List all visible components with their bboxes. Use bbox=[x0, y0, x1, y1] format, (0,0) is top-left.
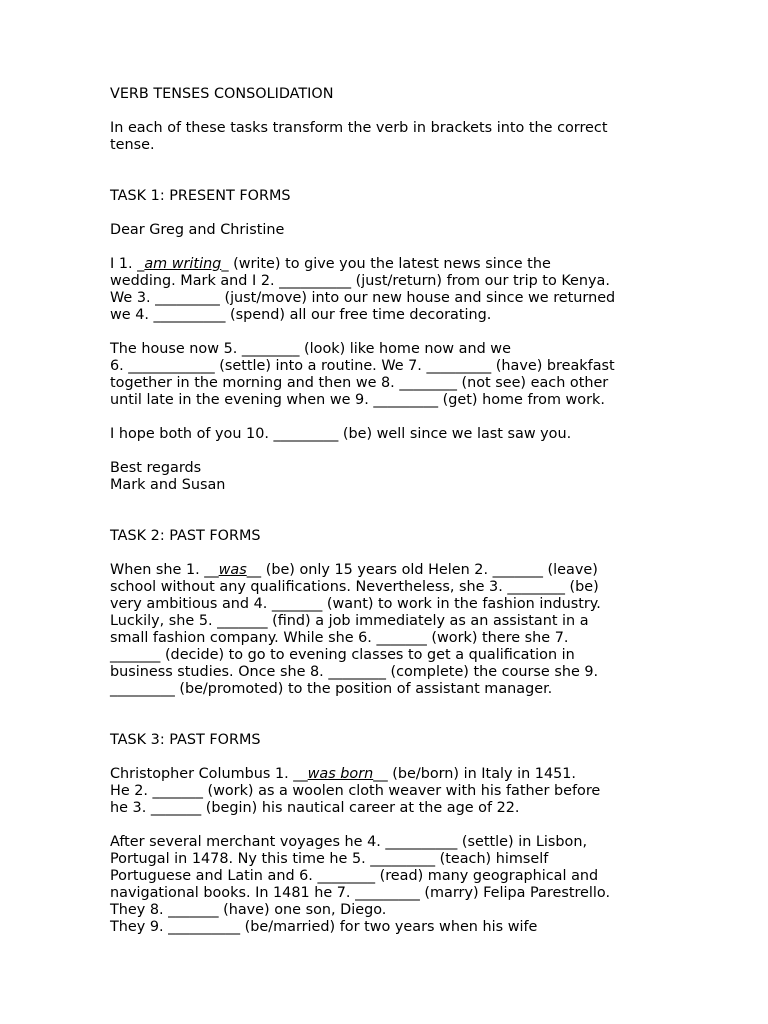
task2-line-4: Luckily, she 5. _______ (find) a job immediately as an assistant in a bbox=[110, 613, 589, 629]
task1-q1-prefix: I 1. _ bbox=[110, 256, 145, 272]
task2-line-6: _______ (decide) to go to evening classes to get a qualification in bbox=[110, 647, 575, 663]
task2-line-1 bbox=[110, 562, 598, 579]
task1-line-4: we 4. __________ (spend) all our free time decorating. bbox=[110, 307, 492, 323]
instructions-line-1: In each of these tasks transform the verb in brackets into the correct bbox=[110, 120, 608, 136]
task1-p2-line-1: The house now 5. ________ (look) like home now and we bbox=[110, 341, 511, 357]
task3-line-1 bbox=[110, 766, 576, 783]
task2-q1-suffix: __ (be) only 15 years old Helen 2. _______ (leave) bbox=[246, 562, 598, 578]
task1-line-3: We 3. _________ (just/move) into our new house and since we returned bbox=[110, 290, 616, 306]
task1-heading: TASK 1: PRESENT FORMS bbox=[110, 188, 291, 204]
task2-line-3: very ambitious and 4. _______ (want) to work in the fashion industry. bbox=[110, 596, 601, 612]
task2-line-5: small fashion company. While she 6. _______ (work) there she 7. bbox=[110, 630, 569, 646]
task1-q1-suffix: _ (write) to give you the latest news since the bbox=[221, 256, 551, 272]
letter-signature: Mark and Susan bbox=[110, 477, 226, 493]
task1-q1-answer: am writing bbox=[144, 256, 222, 272]
task3-p2-line-2: Portugal in 1478. Ny this time he 5. _________ (teach) himself bbox=[110, 851, 549, 867]
task3-heading: TASK 3: PAST FORMS bbox=[110, 732, 261, 748]
task3-p2-line-5: They 8. _______ (have) one son, Diego. bbox=[110, 902, 387, 918]
task1-p2-line-4: until late in the evening when we 9. _________ (get) home from work. bbox=[110, 392, 605, 408]
task1-p3: I hope both of you 10. _________ (be) well since we last saw you. bbox=[110, 426, 572, 442]
task2-q1-prefix: When she 1. __ bbox=[110, 562, 219, 578]
task2-line-8: _________ (be/promoted) to the position of assistant manager. bbox=[110, 681, 553, 697]
task2-q1-answer: was bbox=[218, 562, 247, 578]
task2-heading: TASK 2: PAST FORMS bbox=[110, 528, 261, 544]
task1-p2-line-3: together in the morning and then we 8. ________ (not see) each other bbox=[110, 375, 609, 391]
task3-q1-prefix: Christopher Columbus 1. __ bbox=[110, 766, 308, 782]
task3-line-3: he 3. _______ (begin) his nautical career at the age of 22. bbox=[110, 800, 520, 816]
instructions-line-2: tense. bbox=[110, 137, 155, 153]
task3-p2-line-1: After several merchant voyages he 4. __________ (settle) in Lisbon, bbox=[110, 834, 588, 850]
task3-p2-line-4: navigational books. In 1481 he 7. _________ (marry) Felipa Parestrello. bbox=[110, 885, 611, 901]
task2-line-7: business studies. Once she 8. ________ (complete) the course she 9. bbox=[110, 664, 599, 680]
task1-line-1 bbox=[110, 256, 551, 273]
task1-line-2: wedding. Mark and I 2. __________ (just/return) from our trip to Kenya. bbox=[110, 273, 610, 289]
task1-p2-line-2: 6. ____________ (settle) into a routine. We 7. _________ (have) breakfast bbox=[110, 358, 615, 374]
letter-closing: Best regards bbox=[110, 460, 202, 476]
task3-q1-answer: was born bbox=[307, 766, 374, 782]
letter-greeting: Dear Greg and Christine bbox=[110, 222, 285, 238]
task3-q1-suffix: __ (be/born) in Italy in 1451. bbox=[373, 766, 576, 782]
page-title: VERB TENSES CONSOLIDATION bbox=[110, 86, 334, 102]
task3-p2-line-3: Portuguese and Latin and 6. ________ (read) many geographical and bbox=[110, 868, 599, 884]
task3-line-2: He 2. _______ (work) as a woolen cloth weaver with his father before bbox=[110, 783, 601, 799]
task2-line-2: school without any qualifications. Nevertheless, she 3. ________ (be) bbox=[110, 579, 599, 595]
task3-p2-line-6: They 9. __________ (be/married) for two years when his wife bbox=[110, 919, 538, 935]
